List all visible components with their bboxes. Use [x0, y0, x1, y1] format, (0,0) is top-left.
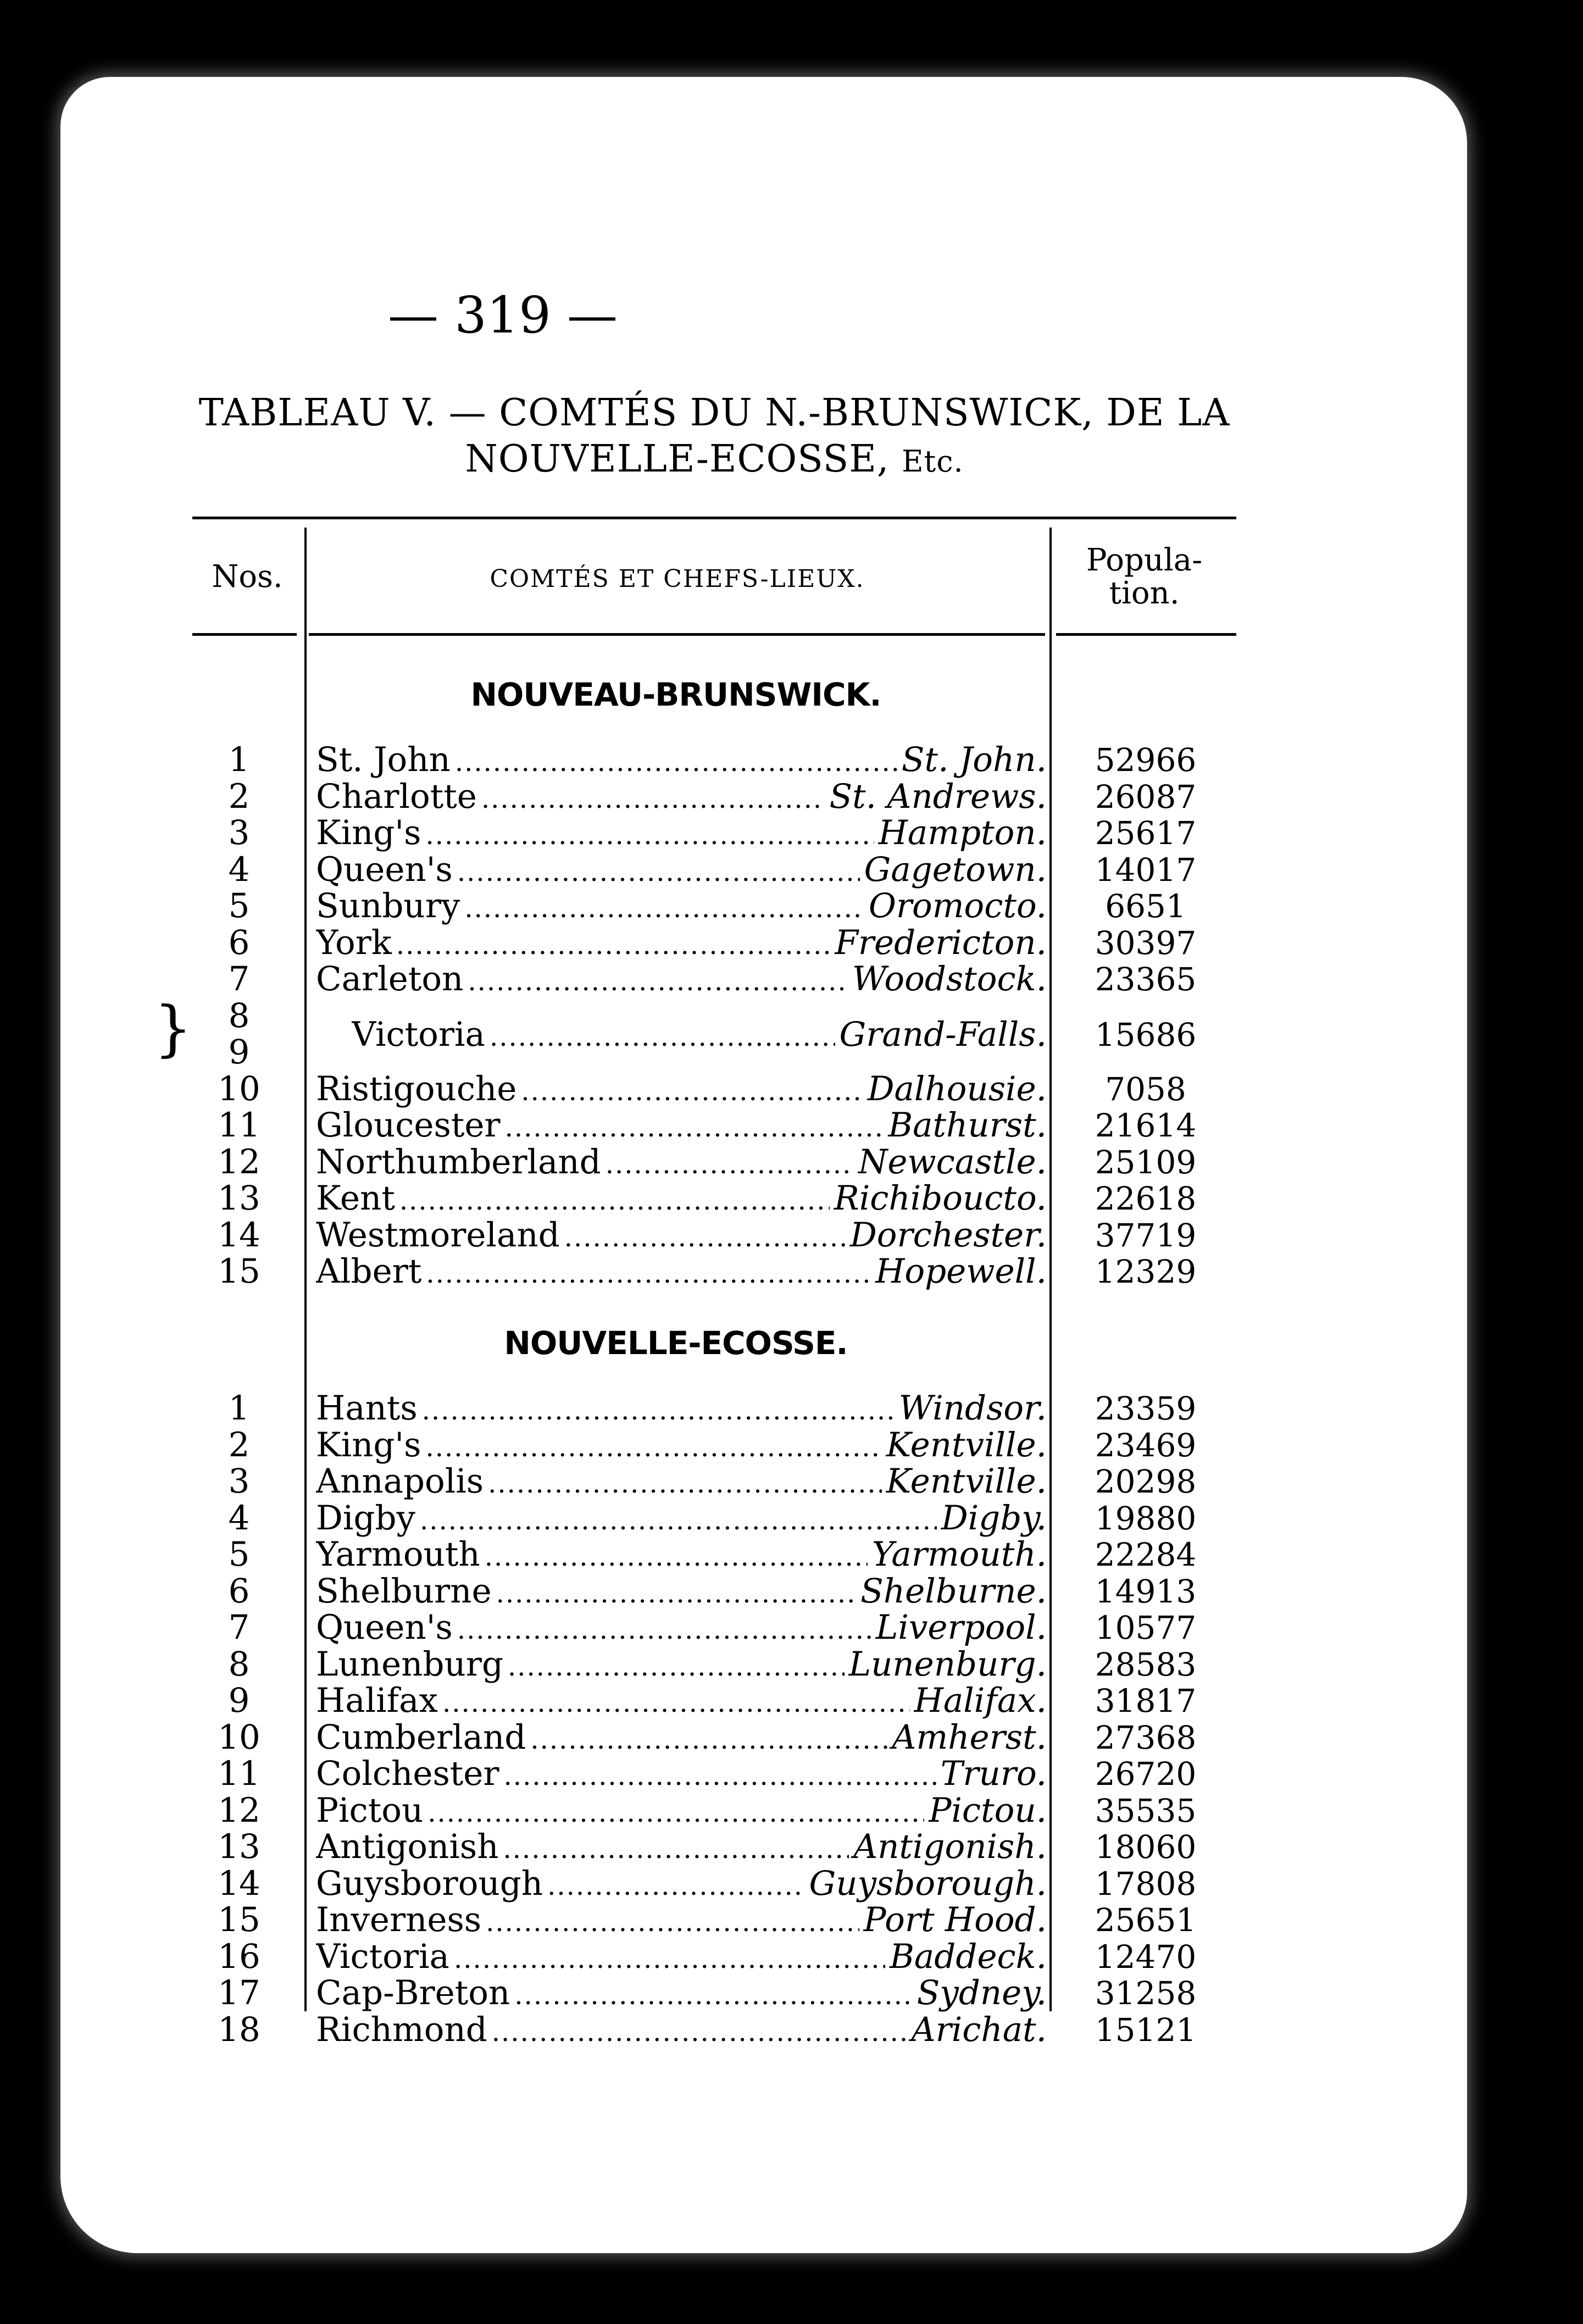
table-row	[154, 992, 1236, 1072]
county-cell	[316, 1756, 1047, 1794]
population-cell: 23365	[1095, 961, 1197, 998]
population-cell: 7058	[1105, 1070, 1186, 1108]
dot-leader	[508, 1649, 845, 1685]
table-row	[192, 1071, 1236, 1107]
county-cell	[316, 1573, 1047, 1612]
population-cell: 18060	[1095, 1828, 1197, 1866]
row-number: 18	[218, 2010, 260, 2049]
header-comtes-label: COMTÉS ET CHEFS-LIEUX.	[490, 565, 865, 593]
county-seat: St. John.	[901, 742, 1047, 779]
row-number: 9	[228, 1032, 250, 1072]
row-number: 7	[228, 1608, 250, 1647]
county-seat: Woodstock.	[852, 961, 1047, 999]
county-cell	[316, 1793, 1047, 1831]
county-cell	[316, 1253, 1047, 1292]
county-seat: Dorchester.	[849, 1217, 1047, 1255]
county-name: Digby	[316, 1500, 415, 1538]
table-title	[192, 390, 1236, 485]
county-cell	[316, 1902, 1047, 1940]
dot-leader	[454, 1941, 885, 1977]
population-cell: 19880	[1095, 1499, 1197, 1537]
county-cell	[316, 852, 1047, 890]
table-row	[192, 2012, 1236, 2048]
dot-leader	[486, 1904, 859, 1940]
county-name: Inverness	[316, 1902, 482, 1939]
row-number: 4	[228, 1498, 250, 1538]
row-number: 1	[228, 740, 250, 779]
row-number: 11	[218, 1754, 260, 1793]
row-number: 14	[218, 1863, 260, 1903]
county-cell	[316, 925, 1047, 963]
county-name: Albert	[316, 1253, 422, 1291]
row-number: 11	[218, 1106, 260, 1145]
population-cell: 27368	[1095, 1718, 1197, 1756]
dot-leader	[492, 2014, 907, 2050]
county-name: Carleton	[316, 961, 464, 999]
county-seat: Bathurst.	[888, 1107, 1047, 1145]
header-population	[1052, 544, 1236, 610]
row-number: 12	[218, 1142, 260, 1182]
dot-leader	[505, 1110, 884, 1146]
row-number: 10	[218, 1069, 260, 1108]
county-cell	[316, 1463, 1047, 1502]
population-cell: 25651	[1095, 1901, 1197, 1939]
dot-leader	[481, 781, 825, 817]
county-seat: Grand-Falls.	[839, 1016, 1047, 1054]
county-seat: Baddeck.	[890, 1938, 1047, 1976]
population-cell: 6651	[1105, 888, 1186, 925]
table-row	[192, 1902, 1236, 1938]
county-cell	[316, 1427, 1047, 1466]
population-cell: 14913	[1095, 1572, 1197, 1610]
population-cell: 15686	[1095, 1016, 1197, 1053]
county-name: York	[316, 924, 392, 962]
county-seat: Liverpool.	[875, 1610, 1047, 1647]
scanned-page	[60, 77, 1467, 2253]
table-row	[192, 961, 1236, 997]
county-cell	[316, 779, 1047, 817]
table-row	[192, 1217, 1236, 1253]
table-row	[192, 1939, 1236, 1975]
dot-leader	[521, 1073, 863, 1110]
dot-leader	[457, 854, 860, 890]
row-number: 8	[228, 1644, 250, 1684]
row-number: 3	[228, 813, 250, 852]
table-row	[192, 1537, 1236, 1573]
county-seat: Yarmouth.	[871, 1537, 1047, 1574]
population-cell: 28583	[1095, 1645, 1197, 1683]
county-seat: Digby.	[941, 1500, 1047, 1538]
county-seat: Antigonish.	[853, 1829, 1047, 1866]
table-row	[192, 1756, 1236, 1792]
county-name: Lunenburg	[316, 1646, 504, 1684]
table-row	[192, 852, 1236, 888]
header-comtes	[308, 561, 1047, 596]
dot-leader	[503, 1831, 849, 1867]
county-seat: Shelburne.	[860, 1573, 1047, 1611]
brace-mark: }	[154, 992, 192, 1063]
dot-leader	[420, 1502, 937, 1539]
dot-leader	[514, 1977, 912, 2014]
county-name: Gloucester	[316, 1107, 501, 1145]
population-cell: 25109	[1095, 1143, 1197, 1181]
row-number: 8	[228, 996, 250, 1035]
population-cell: 23469	[1095, 1426, 1197, 1464]
population-cell: 23359	[1095, 1390, 1197, 1427]
header-rule-pop	[1056, 633, 1236, 636]
dot-leader	[457, 1612, 871, 1648]
header-nos: Nos.	[212, 559, 283, 595]
table-row	[192, 1610, 1236, 1646]
population-cell: 12329	[1095, 1253, 1197, 1290]
county-seat: Sydney.	[917, 1975, 1047, 2012]
dot-leader	[488, 1466, 882, 1502]
header-population-line2: tion.	[1109, 575, 1180, 611]
row-number: 2	[228, 776, 250, 816]
title-line-1: TABLEAU V. — COMTÉS DU N.-BRUNSWICK, DE LA	[198, 391, 1230, 435]
dot-leader	[464, 890, 864, 927]
county-cell	[316, 1071, 1047, 1110]
title-line-2	[192, 436, 1236, 485]
row-number: 15	[218, 1252, 260, 1291]
county-name: Northumberland	[316, 1144, 601, 1182]
county-seat: Hopewell.	[875, 1253, 1047, 1291]
table-row	[192, 1975, 1236, 2011]
dot-leader	[564, 1219, 846, 1256]
county-cell	[316, 888, 1047, 927]
dot-leader	[504, 1758, 936, 1794]
table-row	[192, 1863, 1236, 1903]
county-name: Yarmouth	[316, 1537, 480, 1574]
population-cell: 30397	[1095, 924, 1197, 962]
county-name: King's	[316, 1427, 421, 1465]
table-row	[192, 742, 1236, 778]
county-seat: Hampton.	[878, 815, 1047, 852]
county-seat: Kentville.	[886, 1463, 1047, 1501]
top-rule	[192, 517, 1236, 519]
row-number: 14	[218, 1215, 260, 1255]
page-number: — 319 —	[387, 286, 618, 345]
section-heading: NOUVELLE-ECOSSE.	[504, 1324, 848, 1362]
table-row	[192, 1829, 1236, 1865]
population-cell: 26720	[1095, 1755, 1197, 1793]
table-row	[192, 1683, 1236, 1719]
county-seat: Fredericton.	[835, 924, 1047, 962]
county-name: Colchester	[316, 1756, 499, 1793]
header-rule-nos	[192, 633, 297, 636]
row-number: 15	[218, 1900, 260, 1939]
table-row	[192, 1573, 1236, 1610]
population-cell: 20298	[1095, 1463, 1197, 1500]
county-cell	[316, 742, 1047, 780]
county-name: Guysborough	[316, 1865, 543, 1903]
dot-leader	[427, 1795, 924, 1831]
county-name: Ristigouche	[316, 1071, 517, 1108]
dot-leader	[496, 1576, 856, 1612]
dot-leader	[422, 1393, 895, 1429]
table-row	[192, 815, 1236, 851]
header-rule-comtes	[309, 633, 1045, 636]
dot-leader	[442, 1685, 910, 1721]
county-seat: St. Andrews.	[829, 778, 1047, 816]
county-name: Annapolis	[316, 1463, 484, 1501]
population-cell: 14017	[1095, 851, 1197, 889]
county-cell	[316, 1610, 1047, 1648]
population-cell: 10577	[1095, 1609, 1197, 1646]
county-name: Queen's	[316, 1610, 453, 1647]
county-cell	[316, 1829, 1047, 1867]
county-name: Richmond	[316, 2011, 487, 2049]
page-content	[154, 220, 1236, 2088]
county-seat: Halifax.	[914, 1683, 1047, 1720]
dot-leader	[396, 927, 831, 963]
dot-leader	[426, 1429, 882, 1466]
row-number: 13	[218, 1827, 260, 1866]
population-cell: 31258	[1095, 1974, 1197, 2012]
county-cell	[316, 1939, 1047, 1977]
dot-leader	[426, 1256, 871, 1292]
dot-leader	[468, 963, 848, 1000]
population-cell: 17808	[1095, 1865, 1197, 1903]
county-name: Kent	[316, 1180, 395, 1218]
county-name: Cumberland	[316, 1719, 526, 1757]
table-row	[192, 1180, 1236, 1217]
table-row	[192, 1107, 1236, 1144]
county-name: Westmoreland	[316, 1217, 560, 1255]
county-cell	[316, 1390, 1047, 1429]
header-population-line1: Popula-	[1086, 542, 1203, 578]
population-cell: 15121	[1095, 2011, 1197, 2049]
county-seat: Arichat.	[911, 2011, 1047, 2049]
county-name: St. John	[316, 742, 451, 779]
county-cell	[316, 1866, 1047, 1904]
section-heading: NOUVEAU-BRUNSWICK.	[470, 676, 881, 713]
row-number: 16	[218, 1937, 260, 1976]
population-cell: 52966	[1095, 741, 1197, 779]
population-cell: 22618	[1095, 1180, 1197, 1217]
row-number: 7	[228, 959, 250, 999]
population-cell: 21614	[1095, 1107, 1197, 1144]
table-row	[192, 1253, 1236, 1290]
county-seat: Windsor.	[898, 1390, 1047, 1428]
county-cell	[316, 1144, 1047, 1183]
row-number: 1	[228, 1389, 250, 1428]
population-cell: 12470	[1095, 1938, 1197, 1976]
row-number: 17	[218, 1973, 260, 2012]
row-number: 4	[228, 850, 250, 889]
county-seat: Newcastle.	[858, 1144, 1047, 1182]
county-name: Charlotte	[316, 778, 477, 816]
county-cell	[316, 961, 1047, 1000]
county-seat: Pictou.	[929, 1792, 1047, 1830]
table-row	[192, 1646, 1236, 1683]
county-cell	[316, 1975, 1047, 2014]
row-number: 5	[228, 1535, 250, 1574]
dot-leader	[547, 1868, 804, 1904]
county-cell	[316, 1646, 1047, 1685]
dot-leader	[490, 1019, 835, 1055]
county-seat: Kentville.	[886, 1427, 1047, 1465]
county-name: King's	[316, 815, 421, 852]
county-cell	[316, 1107, 1047, 1146]
population-cell: 35535	[1095, 1791, 1197, 1829]
title-line-2-etc: Etc.	[902, 444, 964, 479]
dot-leader	[485, 1539, 868, 1575]
county-name: Queen's	[316, 851, 453, 889]
county-cell	[316, 1537, 1047, 1575]
population-cell: 31817	[1095, 1682, 1197, 1720]
row-number: 3	[228, 1462, 250, 1501]
county-seat: Oromocto.	[868, 888, 1047, 925]
county-name: Shelburne	[316, 1573, 492, 1611]
row-number: 13	[218, 1179, 260, 1218]
county-cell	[316, 2012, 1047, 2050]
table-row	[192, 1790, 1236, 1830]
table-row	[192, 888, 1236, 924]
county-name: Victoria	[352, 1016, 485, 1054]
county-seat: Amherst.	[892, 1719, 1047, 1757]
county-name: Hants	[316, 1390, 418, 1428]
county-cell	[352, 1017, 1047, 1055]
dot-leader	[606, 1146, 854, 1183]
county-cell	[316, 815, 1047, 853]
county-name: Sunbury	[316, 888, 460, 925]
table-row	[192, 776, 1236, 816]
county-name: Cap-Breton	[316, 1975, 510, 2012]
county-name: Pictou	[316, 1792, 424, 1830]
table-row	[192, 1427, 1236, 1463]
dot-leader	[399, 1183, 830, 1219]
row-number: 2	[228, 1425, 250, 1465]
county-seat: Richiboucto.	[834, 1180, 1047, 1218]
title-line-2-main: NOUVELLE-ECOSSE,	[465, 437, 890, 481]
population-cell: 37719	[1095, 1216, 1197, 1254]
row-number: 9	[228, 1681, 250, 1720]
table-row	[192, 1390, 1236, 1427]
row-number: 12	[218, 1790, 260, 1830]
dot-leader	[530, 1722, 887, 1758]
county-cell	[316, 1500, 1047, 1539]
table-row	[192, 1500, 1236, 1537]
population-cell: 26087	[1095, 778, 1197, 816]
county-name: Victoria	[316, 1938, 449, 1976]
county-seat: Truro.	[940, 1756, 1047, 1793]
population-cell: 22284	[1095, 1536, 1197, 1573]
county-cell	[316, 1720, 1047, 1758]
county-seat: Dalhousie.	[867, 1071, 1047, 1108]
table-row	[192, 1717, 1236, 1757]
population-cell: 25617	[1095, 814, 1197, 852]
row-number: 6	[228, 1571, 250, 1611]
row-number: 6	[228, 923, 250, 962]
table-row	[192, 925, 1236, 961]
table-row	[192, 1463, 1236, 1500]
dot-leader	[426, 817, 874, 853]
county-seat: Guysborough.	[809, 1865, 1047, 1903]
county-cell	[316, 1683, 1047, 1721]
county-cell	[316, 1217, 1047, 1256]
county-name: Antigonish	[316, 1829, 499, 1866]
county-name: Halifax	[316, 1683, 438, 1720]
row-number: 5	[228, 886, 250, 925]
county-seat: Gagetown.	[864, 851, 1047, 889]
table-row	[192, 1144, 1236, 1180]
county-cell	[316, 1180, 1047, 1219]
county-seat: Lunenburg.	[848, 1646, 1047, 1684]
county-seat: Port Hood.	[863, 1902, 1047, 1939]
row-number: 10	[218, 1717, 260, 1757]
dot-leader	[455, 744, 897, 780]
